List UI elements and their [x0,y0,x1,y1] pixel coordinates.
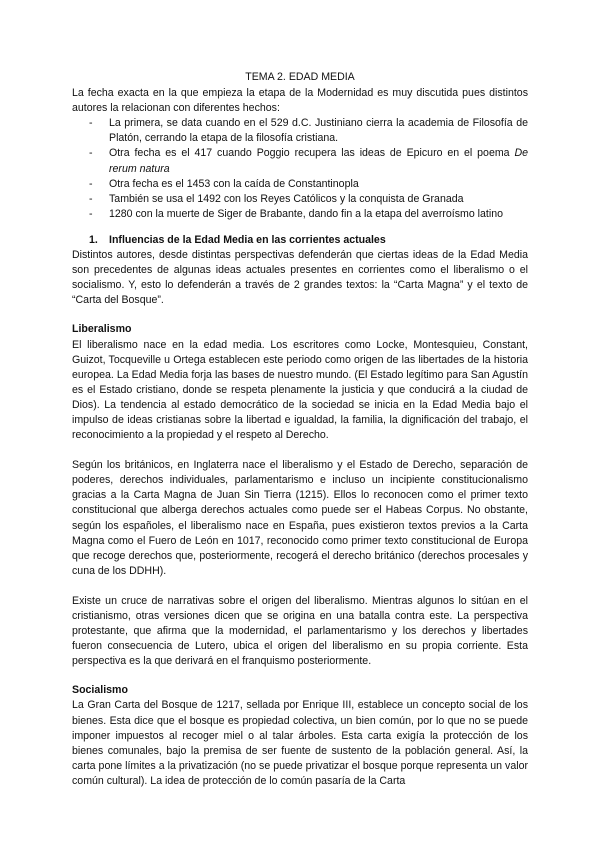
section-heading-text: Influencias de la Edad Media en las corrientes actuales [109,233,386,246]
intro-paragraph: La fecha exacta en la que empieza la etapa de la Modernidad es muy discutida pues distintos autores la relacionan con diferentes hechos: [72,87,528,115]
section-paragraph: Distintos autores, desde distintas perspectivas defenderán que ciertas ideas de la Edad Media son precedentes de algunas ideas actuales presentes en corrientes como el liberalismo o el socialismo. Y, esto lo defenderán a través de 2 grandes textos: la “Carta Magna” y el texto de “Carta del Bosque”. [72,249,528,307]
list-item: - También se usa el 1492 con los Reyes Católicos y la conquista de Granada [72,192,528,207]
poem-title: De rerum natura [109,147,528,175]
section-number: 1. [89,233,98,246]
liberalismo-heading: Liberalismo [72,323,132,336]
socialismo-paragraph-1: La Gran Carta del Bosque de 1217, sellada por Enrique III, establece un concepto social de los bienes. Esta dice que el bosque es propiedad colectiva, un bien común, por lo que no se puede imponer impuestos al recoger miel o al talar árboles. Esta carta exigía la protección de los bienes comunales, bajo la premisa de ser fuente de sustento de la población general. Así, la carta pone límites a la privatización (no se puede privatizar el bosque porque representa un valor común cultural). La idea de protección de lo común pasaría de la Carta [72,699,528,787]
section-heading [72,233,528,248]
liberalismo-paragraph-3: Existe un cruce de narrativas sobre el origen del liberalismo. Mientras algunos lo sitúan en el cristianismo, otras versiones dicen que se origina en una batalla contra este. La perspectiva protestante, que afirma que la modernidad, el parlamentarismo y los derechos y libertades fueron consecuencia de Lutero, ubica el origen del liberalismo en su propia corriente. Esta perspectiva es la que derivará en el franquismo posteriormente. [72,594,528,668]
list-item [72,146,528,176]
list-item: - 1280 con la muerte de Siger de Brabante, dando fin a la etapa del averroísmo latino [72,207,528,222]
list-item: - Otra fecha es el 1453 con la caída de Constantinopla [72,177,528,192]
liberalismo-paragraph-1: El liberalismo nace en la edad media. Los escritores como Locke, Montesquieu, Constant, Guizot, Tocqueville u Ortega establecen este periodo como origen de las libertades de la historia europea. La Edad Media forja las bases de nuestro mundo. (El Estado legítimo para San Agustín es el Estado cristiano, donde se respeta plenamente la justicia y que conducirá a la ciudad de Dios). La tendencia al estado democrático de la sociedad se inicia en la Edad Media bajo el impulso de ideas cristianas sobre la libertad e igualdad, la familia, la dignificación del trabajo, el reconocimiento a la propiedad y el respeto al Derecho. [72,338,528,442]
liberalismo-paragraph-2: Según los británicos, en Inglaterra nace el liberalismo y el Estado de Derecho, separación de poderes, derechos individuales, parlamentarismo e incluso un incipiente constitucionalismo gracias a la Carta Magna de Juan Sin Tierra (1215). Ellos lo reconocen como el primer texto constitucional que alberga derechos actuales como puede ser el Habeas Corpus. No obstante, según los españoles, el liberalismo nace en España, pues existieron textos previos a la Carta Magna como el Fuero de León en 1017, reconocido como primer texto constitucional de Europa que recoge derechos que, posteriormente, recogerá el derecho británico (derechos procesales y cuna de los DDHH). [72,459,528,577]
list-item: - La primera, se data cuando en el 529 d.C. Justiniano cierra la academia de Filosofía de Platón, cerrando la etapa de la filosofía cristiana. [72,116,528,146]
page-title: TEMA 2. EDAD MEDIA [245,71,355,83]
list-item-text: Otra fecha es el 417 cuando Poggio recupera las ideas de Epicuro en el poema [109,147,515,160]
dates-list [72,116,528,222]
socialismo-heading: Socialismo [72,684,128,697]
document-page [72,70,528,789]
